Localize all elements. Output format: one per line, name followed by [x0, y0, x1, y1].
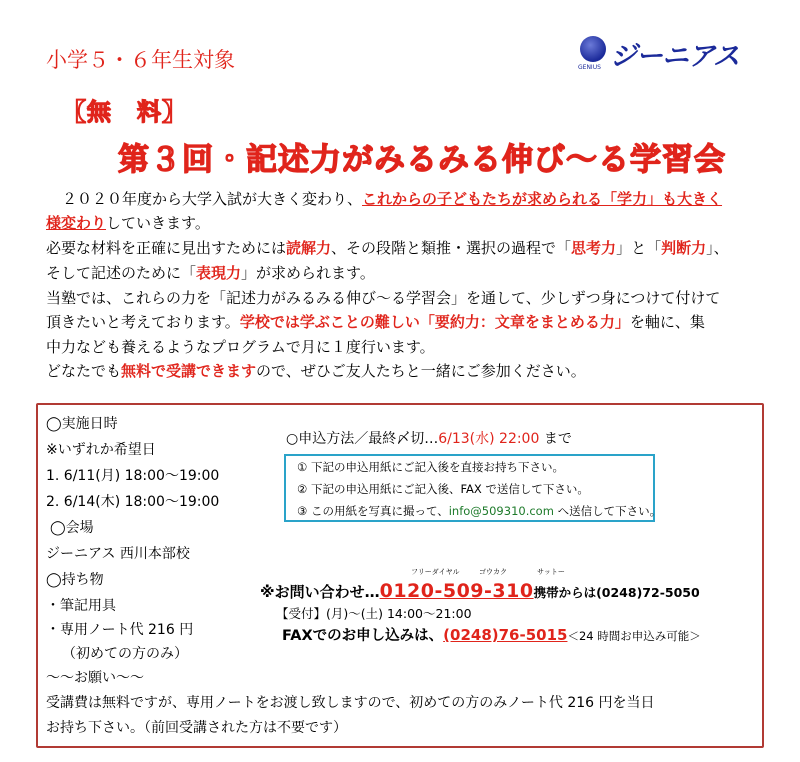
intro-text: 、その段階と類推・選択の過程で「 — [331, 239, 572, 257]
phone-number[interactable]: 0120-509-310 — [379, 580, 534, 602]
page-title: 第３回・記述力がみるみる伸び～る学習会 — [118, 142, 726, 178]
phone-ruby-3: サットー — [537, 568, 565, 576]
contact-line — [260, 580, 700, 602]
logo-name: ジーニアス — [610, 41, 739, 72]
items-heading: ◯持ち物 — [46, 572, 104, 588]
target-grade-label: 小学５・６年生対象 — [46, 48, 235, 72]
mobile-number: 携帯からは(0248)72-5050 — [533, 585, 700, 600]
fax-note: ＜24 時間お申込み可能＞ — [567, 629, 701, 643]
intro-text: していきます。 — [106, 214, 210, 232]
intro-text: ２０２０年度から大学入試が大きく変わり、 — [62, 190, 363, 208]
genius-logo — [578, 32, 750, 78]
fax-line — [282, 624, 701, 645]
intro-text: 頂きたいと考えております。 — [46, 313, 240, 331]
request-heading: ～～お願い～～ — [46, 670, 144, 686]
intro-line-4 — [46, 261, 375, 285]
intro-line-3 — [46, 236, 729, 260]
item-notebook: ・専用ノート代 216 円 — [46, 622, 194, 638]
intro-highlight: 無料で受講できます — [121, 362, 257, 380]
schedule-heading: ◯実施日時 — [46, 416, 118, 432]
apply-deadline: 6/13(水) 22:00 — [438, 431, 540, 447]
intro-text: ので、ぜひご友人たちと一緒にご参加ください。 — [256, 362, 586, 380]
free-label: 【無 料】 — [62, 98, 187, 126]
intro-highlight: これからの子どもたちが求められる「学力」も大きく — [362, 190, 723, 208]
intro-line-5: 当塾では、これらの力を「記述力がみるみる伸び～る学習会」を通して、少しずつ身につけて付けて — [46, 289, 721, 307]
intro-highlight: 表現力 — [196, 264, 242, 282]
intro-line-8 — [46, 359, 586, 383]
venue-heading: ◯会場 — [50, 520, 94, 536]
intro-text: 」と「 — [616, 239, 662, 257]
intro-line-7: 中力なども養えるようなプログラムで月に１度行います。 — [46, 338, 435, 356]
apply-step-1: ① 下記の申込用紙にご記入後を直接お持ち下さい。 — [297, 460, 564, 474]
intro-text: 」が求められます。 — [241, 264, 375, 282]
intro-line-2 — [46, 211, 210, 235]
apply-heading — [286, 428, 572, 448]
intro-highlight: 様変わり — [46, 214, 107, 232]
apply-step-3-text: ③ この用紙を写真に撮って、 — [297, 504, 449, 518]
intro-line-6 — [46, 310, 705, 334]
apply-step-2: ② 下記の申込用紙にご記入後、FAX で送信して下さい。 — [297, 482, 589, 496]
schedule-date-2: 2. 6/14(木) 18:00～19:00 — [46, 494, 220, 510]
email-link[interactable]: info@509310.com — [448, 504, 554, 518]
phone-ruby-2: ゴウカク — [479, 568, 507, 576]
contact-label: ※お問い合わせ… — [260, 583, 380, 601]
schedule-note: ※いずれか希望日 — [46, 442, 156, 458]
intro-highlight: 読解力 — [286, 239, 332, 257]
venue-name: ジーニアス 西川本部校 — [46, 546, 190, 562]
phone-ruby-1: フリーダイヤル — [411, 568, 460, 576]
item-notebook-note: （初めての方のみ） — [62, 646, 188, 662]
intro-text: そして記述のために「 — [46, 264, 197, 282]
contact-hours: 【受付】(月)～(土) 14:00～21:00 — [276, 606, 472, 621]
intro-highlight: 学校では学ぶことの難しい「要約力：文章をまとめる力」 — [239, 313, 630, 331]
intro-text: どなたでも — [46, 362, 122, 380]
item-writing-tools: ・筆記用具 — [46, 598, 116, 614]
apply-heading-text: ○申込方法／最終〆切… — [286, 431, 439, 447]
logo-subtext: GENIUS — [578, 64, 601, 71]
apply-step-3-text: へ送信して下さい。 — [553, 504, 662, 518]
schedule-date-1: 1. 6/11(月) 18:00～19:00 — [46, 468, 220, 484]
fax-label: FAXでのお申し込みは、 — [282, 628, 444, 644]
intro-text: 必要な材料を正確に見出すためには — [46, 239, 287, 257]
intro-text: 」、 — [706, 239, 729, 257]
intro-highlight: 思考力 — [571, 239, 617, 257]
request-line-2: お持ち下さい。（前回受講された方は不要です） — [46, 720, 347, 736]
apply-step-3 — [297, 503, 661, 519]
globe-icon — [580, 36, 606, 62]
apply-heading-end: まで — [539, 431, 572, 447]
fax-number[interactable]: (0248)76-5015 — [443, 626, 568, 644]
intro-line-1 — [62, 187, 722, 211]
request-line-1: 受講費は無料ですが、専用ノートをお渡し致しますので、初めての方のみノート代 216 円を当日 — [46, 695, 655, 711]
intro-highlight: 判断力 — [661, 239, 707, 257]
intro-text: を軸に、集 — [629, 313, 705, 331]
